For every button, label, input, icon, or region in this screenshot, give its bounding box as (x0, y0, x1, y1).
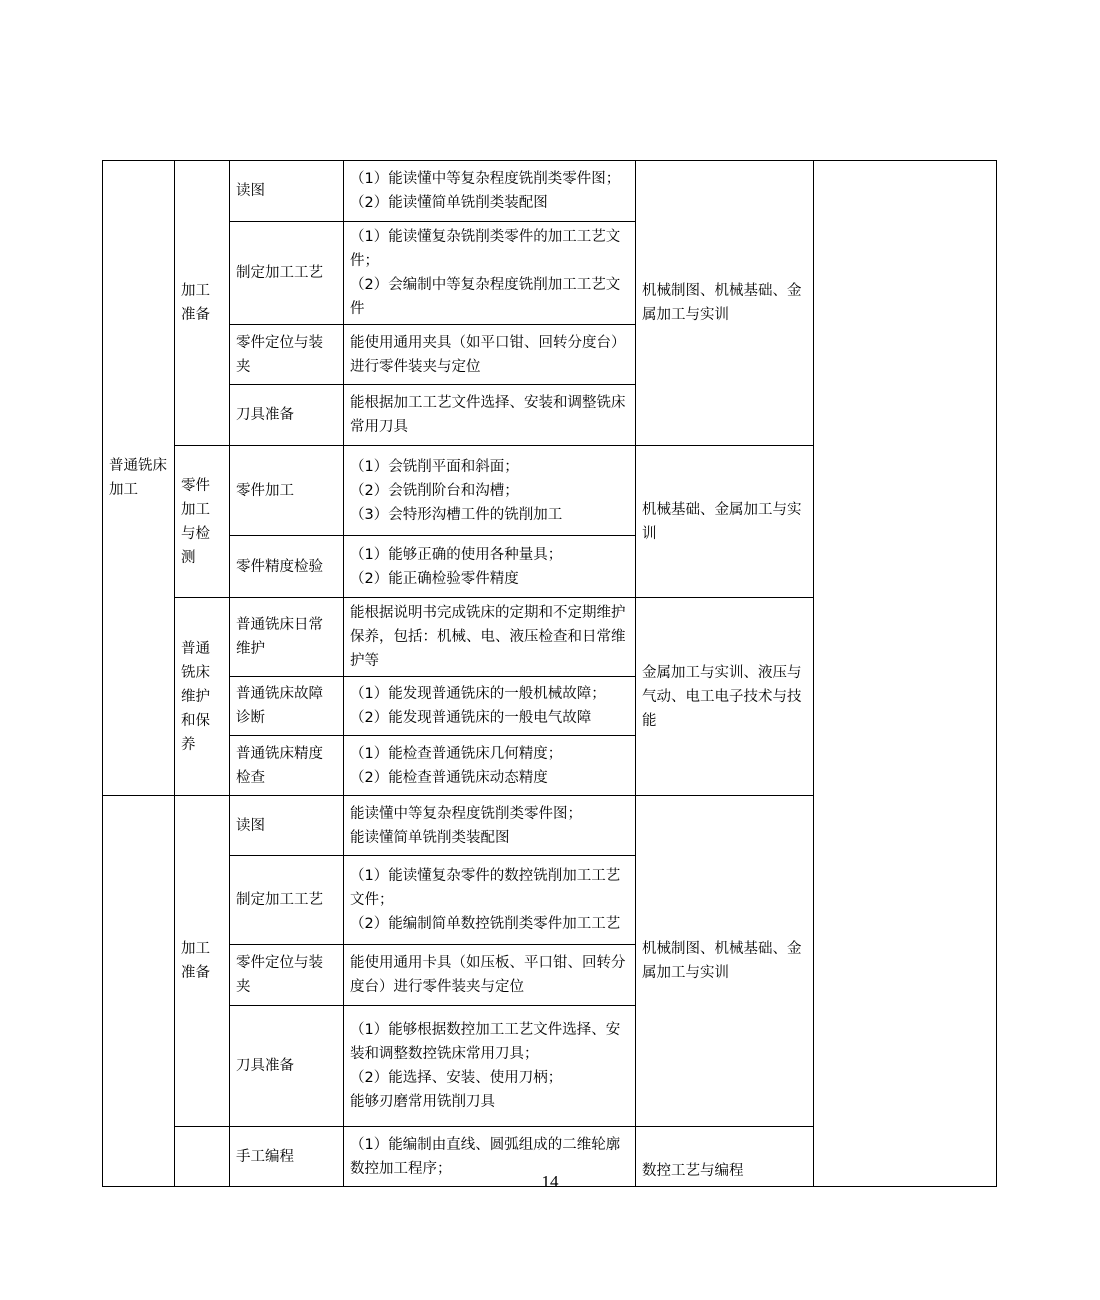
content-cell: （1）会铣削平面和斜面； （2）会铣削阶台和沟槽； （3）会特形沟槽工件的铣削加工 (344, 446, 636, 536)
item-cell: 手工编程 (230, 1127, 344, 1187)
item-cell: 普通铣床故障诊断 (230, 677, 344, 736)
item-cell: 零件定位与装夹 (230, 945, 344, 1006)
course-cell: 金属加工与实训、液压与气动、电工电子技术与技能 (636, 598, 814, 796)
content-cell: 能使用通用夹具（如平口钳、回转分度台）进行零件装夹与定位 (344, 325, 636, 385)
table-row (103, 161, 997, 222)
page-number: 14 (541, 1172, 559, 1191)
item-cell: 刀具准备 (230, 1006, 344, 1127)
item-cell: 读图 (230, 161, 344, 222)
item-cell: 制定加工工艺 (230, 856, 344, 945)
item-cell: 制定加工工艺 (230, 222, 344, 325)
item-cell: 零件定位与装夹 (230, 325, 344, 385)
group-cell: 加工 准备 (175, 161, 230, 446)
group-cell: 普通 铣床 维护 和保 养 (175, 598, 230, 796)
content-cell: （1）能编制由直线、圆弧组成的二维轮廓数控加工程序； (344, 1127, 636, 1187)
item-cell: 刀具准备 (230, 385, 344, 446)
content-cell: （1）能发现普通铣床的一般机械故障； （2）能发现普通铣床的一般电气故障 (344, 677, 636, 736)
content-cell: 能根据说明书完成铣床的定期和不定期维护保养，包括：机械、电、液压检查和日常维护等 (344, 598, 636, 677)
course-cell: 机械制图、机械基础、金属加工与实训 (636, 796, 814, 1127)
content-cell: （1）能读懂复杂零件的数控铣削加工工艺文件； （2）能编制简单数控铣削类零件加工工艺 (344, 856, 636, 945)
item-cell: 零件加工 (230, 446, 344, 536)
content-cell: （1）能读懂复杂铣削类零件的加工工艺文件； （2）会编制中等复杂程度铣削加工工艺文件 (344, 222, 636, 325)
content-cell: 能使用通用卡具（如压板、平口钳、回转分度台）进行零件装夹与定位 (344, 945, 636, 1006)
group-cell: 零件 加工 与检 测 (175, 446, 230, 598)
content-cell: （1）能检查普通铣床几何精度； （2）能检查普通铣床动态精度 (344, 736, 636, 796)
course-cell: 机械制图、机械基础、金属加工与实训 (636, 161, 814, 446)
curriculum-table (102, 160, 997, 1187)
content-cell: 能读懂中等复杂程度铣削类零件图； 能读懂简单铣削类装配图 (344, 796, 636, 856)
course-cell: 机械基础、金属加工与实训 (636, 446, 814, 598)
item-cell: 普通铣床日常维护 (230, 598, 344, 677)
group-cell: 加工 准备 (175, 796, 230, 1127)
category-cell: 普通铣床 加工 (103, 161, 175, 796)
content-cell: （1）能够正确的使用各种量具； （2）能正确检验零件精度 (344, 536, 636, 598)
item-cell: 零件精度检验 (230, 536, 344, 598)
content-cell: （1）能够根据数控加工工艺文件选择、安装和调整数控铣床常用刀具； （2）能选择、安装、使用刀柄； 能够刃磨常用铣削刀具 (344, 1006, 636, 1127)
content-cell: （1）能读懂中等复杂程度铣削类零件图； （2）能读懂简单铣削类装配图 (344, 161, 636, 222)
content-cell: 能根据加工工艺文件选择、安装和调整铣床常用刀具 (344, 385, 636, 446)
remark-cell (814, 161, 997, 1187)
course-cell: 数控工艺与编程 (636, 1127, 814, 1187)
item-cell: 读图 (230, 796, 344, 856)
category-cell (103, 796, 175, 1187)
item-cell: 普通铣床精度检查 (230, 736, 344, 796)
